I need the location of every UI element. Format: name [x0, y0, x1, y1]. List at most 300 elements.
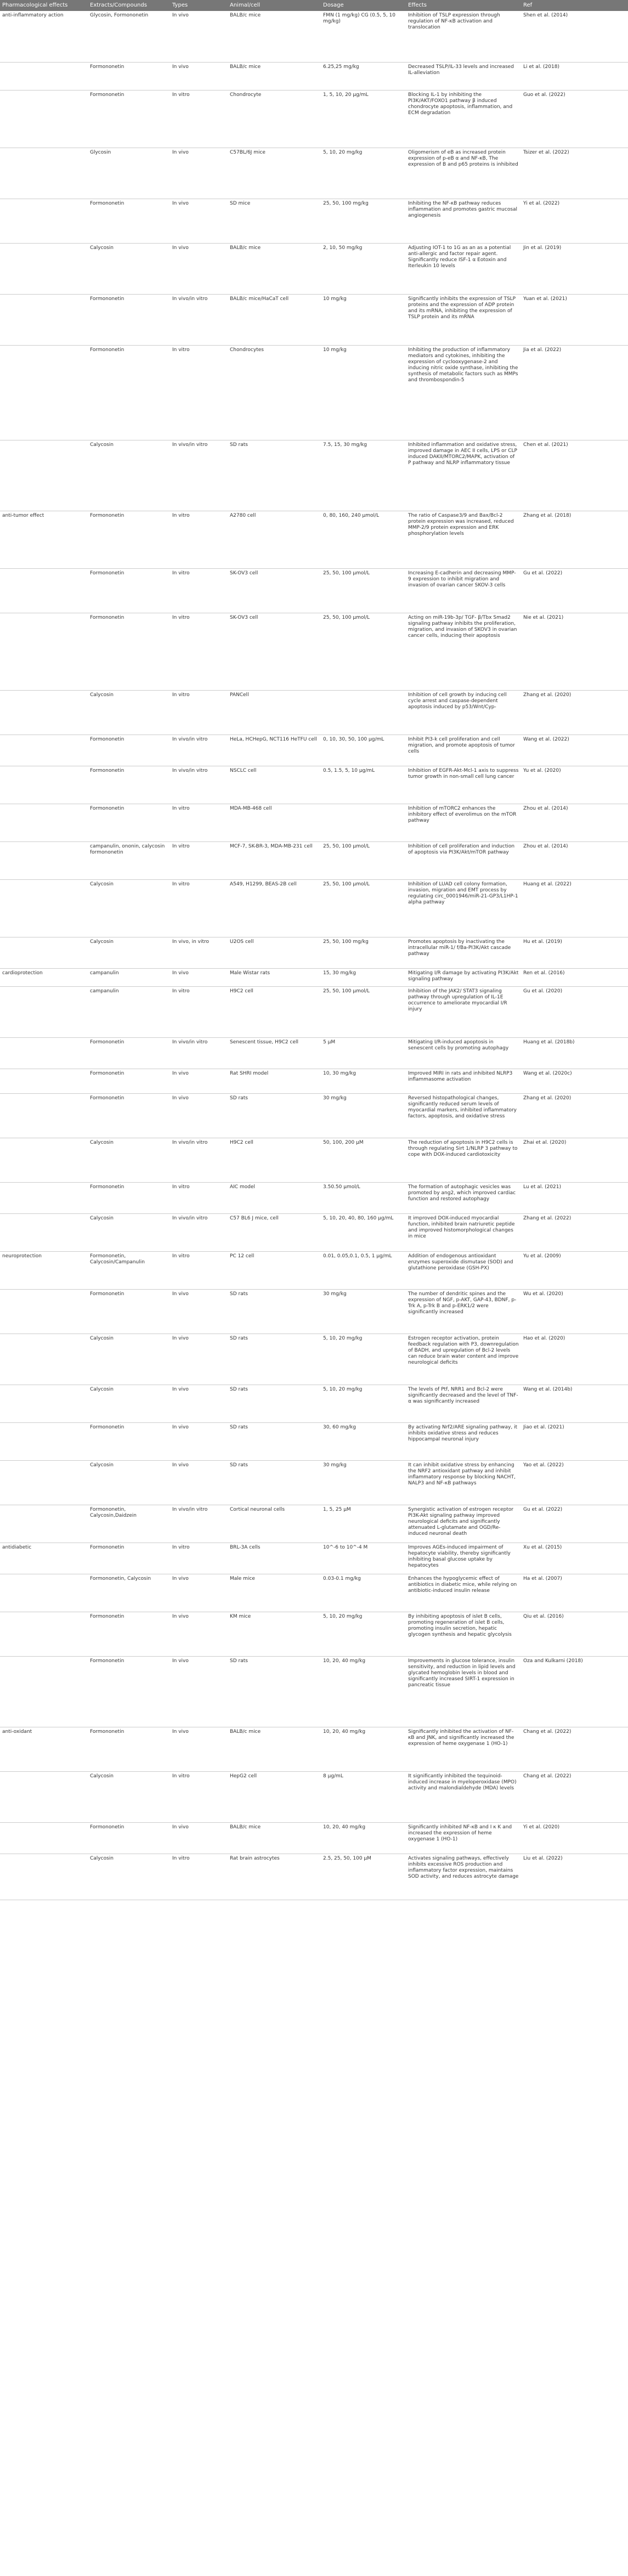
effect-cell: Inhibition of EGFR-Akt-Mcl-1 axis to suppress tumor growth in non-small cell lung cancer: [406, 766, 521, 804]
model-cell: BRL-3A cells: [228, 1543, 321, 1574]
ref-cell: Qiu et al. (2016): [521, 1612, 628, 1656]
type-cell: In vitro: [170, 879, 228, 937]
type-cell: In vivo/in vitro: [170, 766, 228, 804]
model-cell: SD rats: [228, 1460, 321, 1505]
compound-cell: Formononetin, Calycosin: [88, 1574, 170, 1612]
column-header-effects: Pharmacological effects: [0, 0, 88, 11]
compound-cell: Formononetin: [88, 1289, 170, 1334]
effect-cell: Estrogen receptor activation, protein feedback regulation with P3, downregulation of BADH, and upregulation of Bcl-2 levels can reduce brain water content and improve neurological deficits: [406, 1334, 521, 1385]
effect-cell: Significantly inhibited NF-κB and I κ K and increased the expression of heme oxygenase 1 (HO-1): [406, 1822, 521, 1854]
type-cell: In vivo: [170, 1460, 228, 1505]
pharmacological-effect-cell: [0, 1334, 88, 1385]
model-cell: BALB/c mice: [228, 11, 321, 62]
dosage-cell: 0.5, 1.5, 5, 10 μg/mL: [321, 766, 406, 804]
type-cell: In vitro: [170, 1771, 228, 1822]
table-row: [0, 1182, 628, 1213]
effect-cell: Mitigating I/R damage by activating PI3K/Akt signaling pathway: [406, 968, 521, 986]
dosage-cell: 10, 20, 40 mg/kg: [321, 1656, 406, 1727]
pharmacological-effect-cell: [0, 735, 88, 766]
pharmacological-effect-cell: [0, 1182, 88, 1213]
compound-cell: campanulin: [88, 968, 170, 986]
column-header-ref: Ref: [521, 0, 628, 11]
pharmacological-effect-cell: [0, 613, 88, 690]
table-row: [0, 199, 628, 243]
model-cell: HeLa, HCHepG, NCT116 HeTFU cell: [228, 735, 321, 766]
table-row: [0, 1771, 628, 1822]
type-cell: In vivo: [170, 1289, 228, 1334]
compound-cell: Formononetin: [88, 345, 170, 440]
model-cell: BALB/c mice: [228, 1822, 321, 1854]
pharmacological-effect-cell: [0, 1656, 88, 1727]
ref-cell: Yu et al. (2009): [521, 1251, 628, 1289]
pharmacological-effect-cell: [0, 1574, 88, 1612]
dosage-cell: [321, 690, 406, 735]
pharmacological-effect-cell: [0, 1037, 88, 1069]
compound-cell: Formononetin: [88, 613, 170, 690]
ref-cell: Lu et al. (2021): [521, 1182, 628, 1213]
ref-cell: Wang et al. (2020c): [521, 1069, 628, 1093]
compound-cell: Formononetin: [88, 1656, 170, 1727]
ref-cell: Ha et al. (2007): [521, 1574, 628, 1612]
table-row: [0, 986, 628, 1037]
effect-cell: By inhibiting apoptosis of islet B cells, promoting regeneration of islet B cells, promoting insulin secretion, hepatic glycogen synthesis and hepatic glycolysis: [406, 1612, 521, 1656]
ref-cell: Yi et al. (2022): [521, 199, 628, 243]
ref-cell: Jiao et al. (2021): [521, 1422, 628, 1460]
compound-cell: Formononetin: [88, 1069, 170, 1093]
ref-cell: Huang et al. (2022): [521, 879, 628, 937]
ref-cell: Zhou et al. (2014): [521, 841, 628, 879]
pharmacological-effect-cell: [0, 1422, 88, 1460]
ref-cell: Gu et al. (2022): [521, 1505, 628, 1543]
compound-cell: Formononetin: [88, 1422, 170, 1460]
pharmacological-effect-cell: antidiabetic: [0, 1543, 88, 1574]
dosage-cell: 0.03-0.1 mg/kg: [321, 1574, 406, 1612]
effect-cell: Improved MIRI in rats and inhibited NLRP3 inflammasome activation: [406, 1069, 521, 1093]
pharmacological-effect-cell: [0, 879, 88, 937]
effect-cell: Inhibition of TSLP expression through regulation of NF-κB activation and translocation: [406, 11, 521, 62]
dosage-cell: 10, 20, 40 mg/kg: [321, 1822, 406, 1854]
type-cell: In vitro: [170, 690, 228, 735]
compound-cell: Formononetin: [88, 199, 170, 243]
dosage-cell: 25, 50, 100 μmol/L: [321, 568, 406, 613]
dosage-cell: [321, 804, 406, 841]
table-row: [0, 1656, 628, 1727]
table-row: [0, 690, 628, 735]
ref-cell: Jia et al. (2022): [521, 345, 628, 440]
effect-cell: Inhibition of LUAD cell colony formation, invasion, migration and EMT process by regulating circ_0001946/miR-21-GP3/L1HP-1 alpha pathway: [406, 879, 521, 937]
table-row: [0, 766, 628, 804]
model-cell: HepG2 cell: [228, 1771, 321, 1822]
ref-cell: Liu et al. (2022): [521, 1854, 628, 1900]
table-row: [0, 345, 628, 440]
ref-cell: Xu et al. (2015): [521, 1543, 628, 1574]
compound-cell: Formononetin: [88, 1612, 170, 1656]
compound-cell: Glycosin, Formononetin: [88, 11, 170, 62]
compound-cell: Formononetin: [88, 1037, 170, 1069]
dosage-cell: 8 μg/mL: [321, 1771, 406, 1822]
effect-cell: Improves AGEs-induced impairment of hepatocyte viability, thereby significantly inhibiting basal glucose uptake by hepatocytes: [406, 1543, 521, 1574]
pharmacological-effect-cell: [0, 294, 88, 345]
compound-cell: campanulin, ononin, calycosin formononetin: [88, 841, 170, 879]
type-cell: In vivo/in vitro: [170, 1213, 228, 1251]
pharmacological-effect-cell: anti-oxidant: [0, 1727, 88, 1771]
table-row: [0, 879, 628, 937]
ref-cell: Oza and Kulkarni (2018): [521, 1656, 628, 1727]
table-row: [0, 1251, 628, 1289]
type-cell: In vitro: [170, 986, 228, 1037]
ref-cell: Hu et al. (2019): [521, 937, 628, 968]
dosage-cell: 10, 20, 40 mg/kg: [321, 1727, 406, 1771]
dosage-cell: 30 mg/kg: [321, 1093, 406, 1138]
dosage-cell: 10^-6 to 10^-4 M: [321, 1543, 406, 1574]
table-row: [0, 11, 628, 62]
compound-cell: Formononetin, Calycosin/Campanulin: [88, 1251, 170, 1289]
pharmacological-effect-cell: [0, 90, 88, 148]
effect-cell: The ratio of Caspase3/9 and Bax/Bcl-2 protein expression was increased, reduced MMP-2/9 protein expression and ERK phosphorylation levels: [406, 511, 521, 568]
type-cell: In vivo: [170, 62, 228, 90]
type-cell: In vivo/in vitro: [170, 440, 228, 511]
ref-cell: Wu et al. (2020): [521, 1289, 628, 1334]
compound-cell: Formononetin: [88, 294, 170, 345]
type-cell: In vivo: [170, 1385, 228, 1422]
ref-cell: Huang et al. (2018b): [521, 1037, 628, 1069]
compound-cell: Formononetin: [88, 766, 170, 804]
compound-cell: campanulin: [88, 986, 170, 1037]
table-row: [0, 1037, 628, 1069]
ref-cell: Li et al. (2018): [521, 62, 628, 90]
dosage-cell: 5, 10, 20 mg/kg: [321, 1385, 406, 1422]
compound-cell: Formononetin: [88, 1822, 170, 1854]
ref-cell: Zhang et al. (2020): [521, 1093, 628, 1138]
ref-cell: Wang et al. (2022): [521, 735, 628, 766]
ref-cell: Gu et al. (2020): [521, 986, 628, 1037]
table-row: [0, 90, 628, 148]
effect-cell: Significantly inhibits the expression of TSLP proteins and the expression of ADP protein and its mRNA, inhibiting the expression of TSLP protein and its mRNA: [406, 294, 521, 345]
table-body: [0, 11, 628, 1900]
compound-cell: Formononetin: [88, 511, 170, 568]
effect-cell: Promotes apoptosis by inactivating the intracellular miR-1/ f/Ba-PI3K/Akt cascade pathway: [406, 937, 521, 968]
ref-cell: Yu et al. (2020): [521, 766, 628, 804]
dosage-cell: 25, 50, 100 μmol/L: [321, 986, 406, 1037]
pharmacological-effect-cell: [0, 937, 88, 968]
type-cell: In vitro: [170, 804, 228, 841]
effect-cell: Oligomerism of eB as increased protein expression of p-eB α and NF-κB, The expression of B and p65 proteins is inhibited: [406, 148, 521, 199]
type-cell: In vivo, in vitro: [170, 937, 228, 968]
model-cell: SD rats: [228, 1422, 321, 1460]
column-header-effect-details: Effects: [406, 0, 521, 11]
table-row: [0, 1422, 628, 1460]
type-cell: In vivo: [170, 1727, 228, 1771]
pharmacological-effect-cell: [0, 690, 88, 735]
table-row: [0, 613, 628, 690]
table-row: [0, 511, 628, 568]
model-cell: Chondrocytes: [228, 345, 321, 440]
model-cell: C57 BL6 J mice, cell: [228, 1213, 321, 1251]
model-cell: NSCLC cell: [228, 766, 321, 804]
ref-cell: Wang et al. (2014b): [521, 1385, 628, 1422]
type-cell: In vivo: [170, 199, 228, 243]
effect-cell: Inhibition of cell growth by inducing cell cycle arrest and caspase-dependent apoptosis induced by p53/Wnt/Cyp-: [406, 690, 521, 735]
pharmacological-effect-cell: anti-inflammatory action: [0, 11, 88, 62]
model-cell: SK-OV3 cell: [228, 568, 321, 613]
compound-cell: Formononetin: [88, 62, 170, 90]
type-cell: In vivo: [170, 11, 228, 62]
dosage-cell: 5, 10, 20 mg/kg: [321, 148, 406, 199]
pharmacological-effect-cell: [0, 804, 88, 841]
effect-cell: Activates signaling pathways, effectively inhibits excessive ROS production and inflammatory factor expression, maintains SOD activity, and reduces astrocyte damage: [406, 1854, 521, 1900]
dosage-cell: 30 mg/kg: [321, 1460, 406, 1505]
table-row: [0, 1334, 628, 1385]
table-row: [0, 804, 628, 841]
model-cell: Chondrocyte: [228, 90, 321, 148]
effect-cell: Increasing E-cadherin and decreasing MMP-9 expression to inhibit migration and invasion of ovarian cancer SKOV-3 cells: [406, 568, 521, 613]
model-cell: KM mice: [228, 1612, 321, 1656]
table-header: [0, 0, 628, 11]
dosage-cell: 5, 10, 20 mg/kg: [321, 1334, 406, 1385]
pharmacological-effect-cell: [0, 841, 88, 879]
type-cell: In vivo/in vitro: [170, 1505, 228, 1543]
compound-cell: Calycosin: [88, 1385, 170, 1422]
model-cell: AIC model: [228, 1182, 321, 1213]
effect-cell: It significantly inhibited the tequinoid-induced increase in myeloperoxidase (MPO) activity and malondialdehyde (MDA) levels: [406, 1771, 521, 1822]
pharmacological-effect-cell: [0, 1822, 88, 1854]
type-cell: In vitro: [170, 511, 228, 568]
pharmacological-effect-cell: [0, 1093, 88, 1138]
model-cell: SK-OV3 cell: [228, 613, 321, 690]
pharmacological-effect-cell: [0, 1385, 88, 1422]
compound-cell: Calycosin: [88, 440, 170, 511]
column-header-compounds: Extracts/Compounds: [88, 0, 170, 11]
dosage-cell: FMN (1 mg/kg) CG (0.5, 5, 10 mg/kg): [321, 11, 406, 62]
model-cell: SD rats: [228, 1093, 321, 1138]
type-cell: In vivo/in vitro: [170, 735, 228, 766]
compound-cell: Calycosin: [88, 1771, 170, 1822]
header-row: [0, 0, 628, 11]
ref-cell: Zhang et al. (2022): [521, 1213, 628, 1251]
pharmacological-effect-cell: [0, 345, 88, 440]
table-row: [0, 294, 628, 345]
model-cell: Cortical neuronal cells: [228, 1505, 321, 1543]
ref-cell: Zhai et al. (2020): [521, 1138, 628, 1182]
ref-cell: Hao et al. (2020): [521, 1334, 628, 1385]
type-cell: In vitro: [170, 90, 228, 148]
model-cell: A2780 cell: [228, 511, 321, 568]
type-cell: In vivo: [170, 1093, 228, 1138]
compound-cell: Calycosin: [88, 937, 170, 968]
table-row: [0, 1213, 628, 1251]
effect-cell: Acting on miR-19b-3p/ TGF- β/Tbx Smad2 signaling pathway inhibits the proliferation, migration, and invasion of SKOV3 in ovarian cancer cells, inducing their apoptosis: [406, 613, 521, 690]
dosage-cell: 0, 10, 30, 50, 100 μg/mL: [321, 735, 406, 766]
compound-cell: Formononetin: [88, 1543, 170, 1574]
type-cell: In vivo: [170, 243, 228, 294]
dosage-cell: 10 mg/kg: [321, 294, 406, 345]
ref-cell: Chen et al. (2021): [521, 440, 628, 511]
effect-cell: The reduction of apoptosis in H9C2 cells is through regulating Sirt 1/NLRP 3 pathway to cope with DOX-induced cardiotoxicity: [406, 1138, 521, 1182]
effect-cell: The number of dendritic spines and the expression of NGF, p-AKT, GAP-43, BDNF, p-Trk A, p-Trk B and p-ERK1/2 were significantly increased: [406, 1289, 521, 1334]
type-cell: In vitro: [170, 613, 228, 690]
table-row: [0, 1069, 628, 1093]
table-row: [0, 1385, 628, 1422]
model-cell: PC 12 cell: [228, 1251, 321, 1289]
ref-cell: Shen et al. (2014): [521, 11, 628, 62]
model-cell: SD rats: [228, 1334, 321, 1385]
model-cell: SD rats: [228, 440, 321, 511]
effect-cell: Mitigating I/R-induced apoptosis in senescent cells by promoting autophagy: [406, 1037, 521, 1069]
effect-cell: Enhances the hypoglycemic effect of antibiotics in diabetic mice, while relying on antibiotic-induced insulin release: [406, 1574, 521, 1612]
model-cell: MCF-7, SK-BR-3, MDA-MB-231 cell: [228, 841, 321, 879]
effect-cell: Reversed histopathological changes, significantly reduced serum levels of myocardial markers, inhibited inflammatory factors, apoptosis, and oxidative stress: [406, 1093, 521, 1138]
ref-cell: Yi et al. (2020): [521, 1822, 628, 1854]
compound-cell: Calycosin: [88, 1334, 170, 1385]
ref-cell: Zhang et al. (2018): [521, 511, 628, 568]
dosage-cell: 30 mg/kg: [321, 1289, 406, 1334]
table-row: [0, 1727, 628, 1771]
model-cell: Rat SHRI model: [228, 1069, 321, 1093]
effect-cell: Inhibit PI3-k cell proliferation and cell migration, and promote apoptosis of tumor cells: [406, 735, 521, 766]
type-cell: In vitro: [170, 568, 228, 613]
table-row: [0, 440, 628, 511]
compound-cell: Formononetin: [88, 1093, 170, 1138]
table-row: [0, 1289, 628, 1334]
table-row: [0, 968, 628, 986]
effect-cell: It improved DOX-induced myocardial function, inhibited brain natriuretic peptide and improved histomorphological changes in mice: [406, 1213, 521, 1251]
pharmacological-effect-cell: [0, 1771, 88, 1822]
table-row: [0, 62, 628, 90]
type-cell: In vitro: [170, 841, 228, 879]
model-cell: SD rats: [228, 1385, 321, 1422]
type-cell: In vitro: [170, 1543, 228, 1574]
pharmacological-effect-cell: [0, 1612, 88, 1656]
ref-cell: Nie et al. (2021): [521, 613, 628, 690]
effect-cell: Inhibition of mTORC2 enhances the inhibitory effect of everolimus on the mTOR pathway: [406, 804, 521, 841]
column-header-animal-cell: Animal/cell: [228, 0, 321, 11]
table-row: [0, 1612, 628, 1656]
table-row: [0, 1543, 628, 1574]
dosage-cell: 0.01, 0.05,0.1, 0.5, 1 μg/mL: [321, 1251, 406, 1289]
model-cell: BALB/c mice: [228, 243, 321, 294]
dosage-cell: 10 mg/kg: [321, 345, 406, 440]
ref-cell: Gu et al. (2022): [521, 568, 628, 613]
type-cell: In vivo/in vitro: [170, 1037, 228, 1069]
model-cell: PANCell: [228, 690, 321, 735]
dosage-cell: 2, 10, 50 mg/kg: [321, 243, 406, 294]
effect-cell: Addition of endogenous antioxidant enzymes superoxide dismutase (SOD) and glutathione peroxidase (GSH-PX): [406, 1251, 521, 1289]
dosage-cell: 25, 50, 100 μmol/L: [321, 841, 406, 879]
ref-cell: Yuan et al. (2021): [521, 294, 628, 345]
ref-cell: Zhou et al. (2014): [521, 804, 628, 841]
table-row: [0, 1460, 628, 1505]
effect-cell: Inhibiting the NF-κB pathway reduces inflammation and promotes gastric mucosal angiogenesis: [406, 199, 521, 243]
ref-cell: Ren et al. (2016): [521, 968, 628, 986]
dosage-cell: 25, 50, 100 mg/kg: [321, 937, 406, 968]
dosage-cell: 50, 100, 200 μM: [321, 1138, 406, 1182]
compound-cell: Calycosin: [88, 690, 170, 735]
dosage-cell: 25, 50, 100 μmol/L: [321, 879, 406, 937]
type-cell: In vivo: [170, 1612, 228, 1656]
table-row: [0, 243, 628, 294]
type-cell: In vivo: [170, 1574, 228, 1612]
effect-cell: Adjusting IOT-1 to 1G as an as a potential anti-allergic and factor repair agent. Significantly reduce ISF-1 α Eotoxin and Iterleukin 10 levels: [406, 243, 521, 294]
pharmacological-effect-cell: cardioprotection: [0, 968, 88, 986]
table-row: [0, 1138, 628, 1182]
type-cell: In vivo: [170, 1069, 228, 1093]
model-cell: BALB/c mice: [228, 1727, 321, 1771]
column-header-dosage: Dosage: [321, 0, 406, 11]
pharmacological-effect-cell: [0, 243, 88, 294]
table-row: [0, 1854, 628, 1900]
ref-cell: Guo et al. (2022): [521, 90, 628, 148]
ref-cell: Zhang et al. (2020): [521, 690, 628, 735]
model-cell: Rat brain astrocytes: [228, 1854, 321, 1900]
compound-cell: Formononetin: [88, 90, 170, 148]
table-row: [0, 1505, 628, 1543]
model-cell: Male mice: [228, 1574, 321, 1612]
dosage-cell: 3.50.50 μmol/L: [321, 1182, 406, 1213]
table-row: [0, 568, 628, 613]
compound-cell: Calycosin: [88, 243, 170, 294]
ref-cell: Yao et al. (2022): [521, 1460, 628, 1505]
table-row: [0, 1093, 628, 1138]
compound-cell: Formononetin: [88, 735, 170, 766]
pharmacological-effect-cell: [0, 1854, 88, 1900]
compound-cell: Calycosin: [88, 1138, 170, 1182]
pharmacological-effect-cell: [0, 1213, 88, 1251]
compound-cell: Formononetin: [88, 568, 170, 613]
dosage-cell: 5, 10, 20 mg/kg: [321, 1612, 406, 1656]
effect-cell: Inhibition of cell proliferation and induction of apoptosis via PI3K/Akt/mTOR pathway: [406, 841, 521, 879]
model-cell: C57BL/6J mice: [228, 148, 321, 199]
model-cell: Senescent tissue, H9C2 cell: [228, 1037, 321, 1069]
compound-cell: Glycosin: [88, 148, 170, 199]
dosage-cell: 25, 50, 100 μmol/L: [321, 613, 406, 690]
table-row: [0, 148, 628, 199]
effect-cell: Inhibition of the JAK2/ STAT3 signaling pathway through upregulation of IL-1E occurrence to ameliorate myocardial I/R injury: [406, 986, 521, 1037]
dosage-cell: 5 μM: [321, 1037, 406, 1069]
pharmacological-effect-cell: [0, 148, 88, 199]
dosage-cell: 15, 30 mg/kg: [321, 968, 406, 986]
effect-cell: The levels of Ptf, NRR1 and Bcl-2 were significantly decreased and the level of TNF-α was significantly increased: [406, 1385, 521, 1422]
type-cell: In vitro: [170, 1854, 228, 1900]
model-cell: BALB/c mice/HaCaT cell: [228, 294, 321, 345]
compound-cell: Calycosin: [88, 1854, 170, 1900]
pharmacological-effect-cell: [0, 199, 88, 243]
compound-cell: Formononetin, Calycosin,Daidzein: [88, 1505, 170, 1543]
ref-cell: Tsizer et al. (2022): [521, 148, 628, 199]
dosage-cell: 1, 5, 25 μM: [321, 1505, 406, 1543]
compound-cell: Formononetin: [88, 1182, 170, 1213]
ref-cell: Chang et al. (2022): [521, 1771, 628, 1822]
model-cell: A549, H1299, BEAS-2B cell: [228, 879, 321, 937]
dosage-cell: 30, 60 mg/kg: [321, 1422, 406, 1460]
column-header-types: Types: [170, 0, 228, 11]
pharmacological-effect-cell: [0, 568, 88, 613]
table-row: [0, 841, 628, 879]
effect-cell: Inhibited inflammation and oxidative stress, improved damage in AEC II cells, LPS or CLP induced DAKII/MTORC2/MAPK, activation of P pathway and NLRP inflammatory tissue: [406, 440, 521, 511]
compound-cell: Calycosin: [88, 1213, 170, 1251]
pharmacological-effect-cell: neuroprotection: [0, 1251, 88, 1289]
pharmacological-effect-cell: [0, 62, 88, 90]
type-cell: In vitro: [170, 345, 228, 440]
table-row: [0, 937, 628, 968]
dosage-cell: 1, 5, 10, 20 μg/mL: [321, 90, 406, 148]
compound-cell: Formononetin: [88, 804, 170, 841]
type-cell: In vivo: [170, 968, 228, 986]
dosage-cell: 5, 10, 20, 40, 80, 160 μg/mL: [321, 1213, 406, 1251]
model-cell: H9C2 cell: [228, 986, 321, 1037]
type-cell: In vivo: [170, 1422, 228, 1460]
ref-cell: Jin et al. (2019): [521, 243, 628, 294]
effect-cell: The formation of autophagic vesicles was promoted by ang2, which improved cardiac function and restored autophagy: [406, 1182, 521, 1213]
